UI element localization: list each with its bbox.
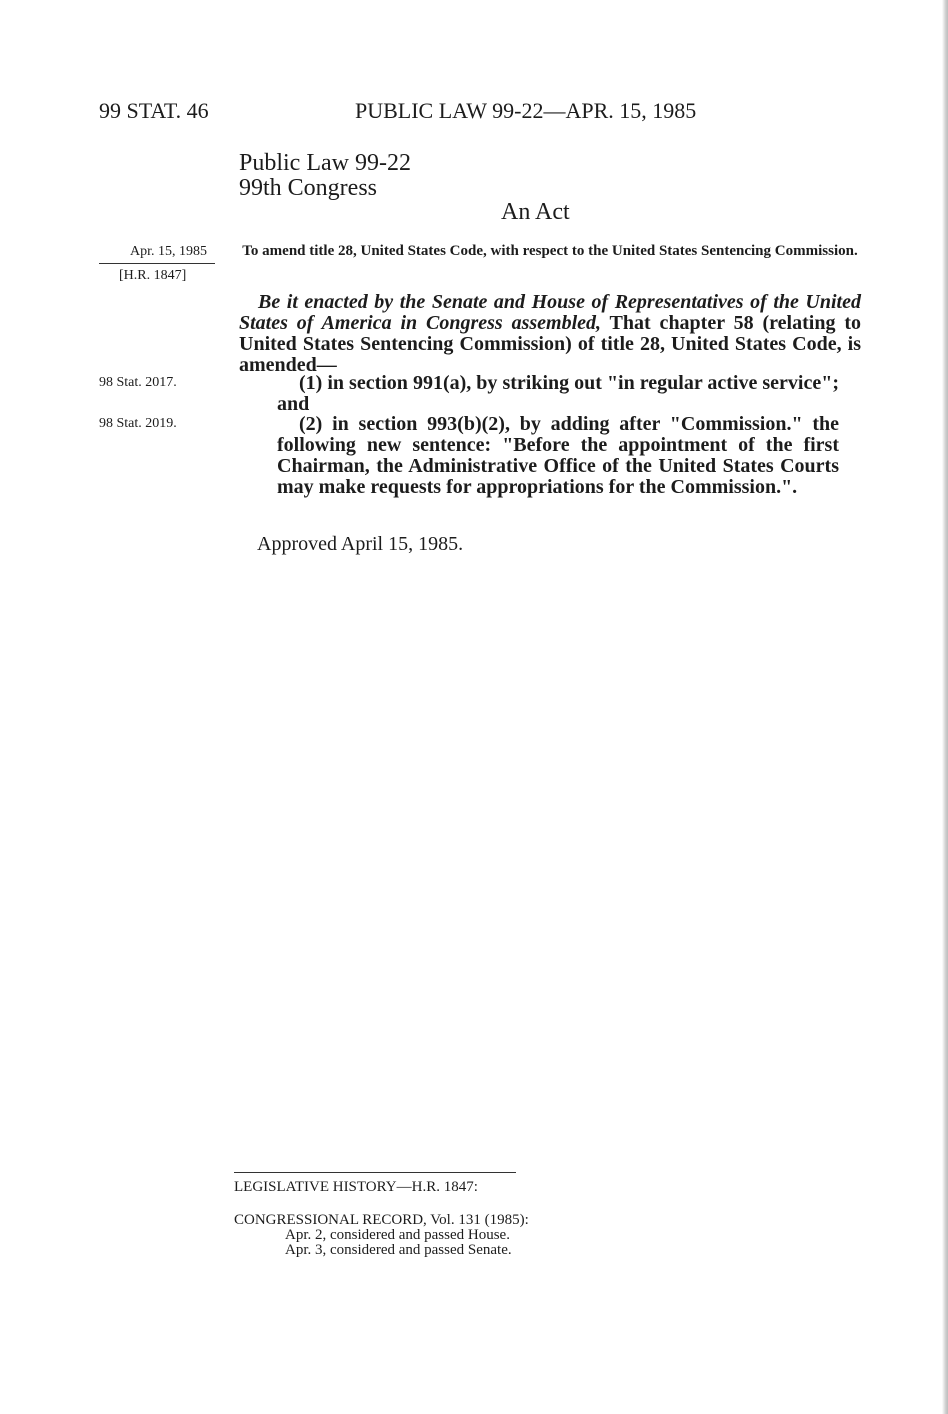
amendment-1: (1) in section 991(a), by striking out "in regular active service"; and bbox=[277, 372, 839, 415]
enacting-clause bbox=[239, 292, 861, 376]
act-heading: An Act bbox=[501, 199, 570, 225]
margin-rule bbox=[99, 263, 215, 264]
enacting-clause-rest: That chapter 58 (relating to United States Sentencing Commission) of title 28, United States Code, is amended— bbox=[239, 312, 862, 376]
approval-date: Approved April 15, 1985. bbox=[257, 533, 464, 555]
footnote-rule bbox=[234, 1172, 516, 1173]
margin-note-1: 98 Stat. 2017. bbox=[99, 375, 177, 390]
congressional-record-line: CONGRESSIONAL RECORD, Vol. 131 (1985): bbox=[234, 1212, 529, 1228]
enacting-clause-italic: Be it enacted by the Senate and House of Representatives of the United States of America in Congress assembled, bbox=[239, 291, 861, 334]
public-law-title bbox=[239, 151, 411, 201]
public-law-number: Public Law 99-22 bbox=[239, 150, 411, 176]
margin-date-block bbox=[99, 244, 215, 284]
margin-note-2: 98 Stat. 2019. bbox=[99, 416, 177, 431]
history-entry: Apr. 2, considered and passed House. bbox=[285, 1227, 510, 1243]
act-purpose: To amend title 28, United States Code, with respect to the United States Sentencing Commission. bbox=[242, 243, 858, 259]
running-head: PUBLIC LAW 99-22—APR. 15, 1985 bbox=[355, 98, 697, 123]
page-edge-shadow bbox=[942, 0, 948, 1414]
stat-page-number: 99 STAT. 46 bbox=[99, 98, 209, 123]
history-entry: Apr. 3, considered and passed Senate. bbox=[285, 1242, 512, 1258]
margin-date: Apr. 15, 1985 bbox=[130, 244, 207, 259]
amendment-2: (2) in section 993(b)(2), by adding after "Commission." the following new sentence: "Before the appointment of the first Chairman, the Administrative Office of the United States Courts may make requests for appropriations for the Commission.". bbox=[277, 413, 839, 498]
congress-number: 99th Congress bbox=[239, 175, 377, 201]
margin-bill-number: [H.R. 1847] bbox=[119, 268, 187, 283]
legislative-history-heading: LEGISLATIVE HISTORY—H.R. 1847: bbox=[234, 1179, 478, 1195]
